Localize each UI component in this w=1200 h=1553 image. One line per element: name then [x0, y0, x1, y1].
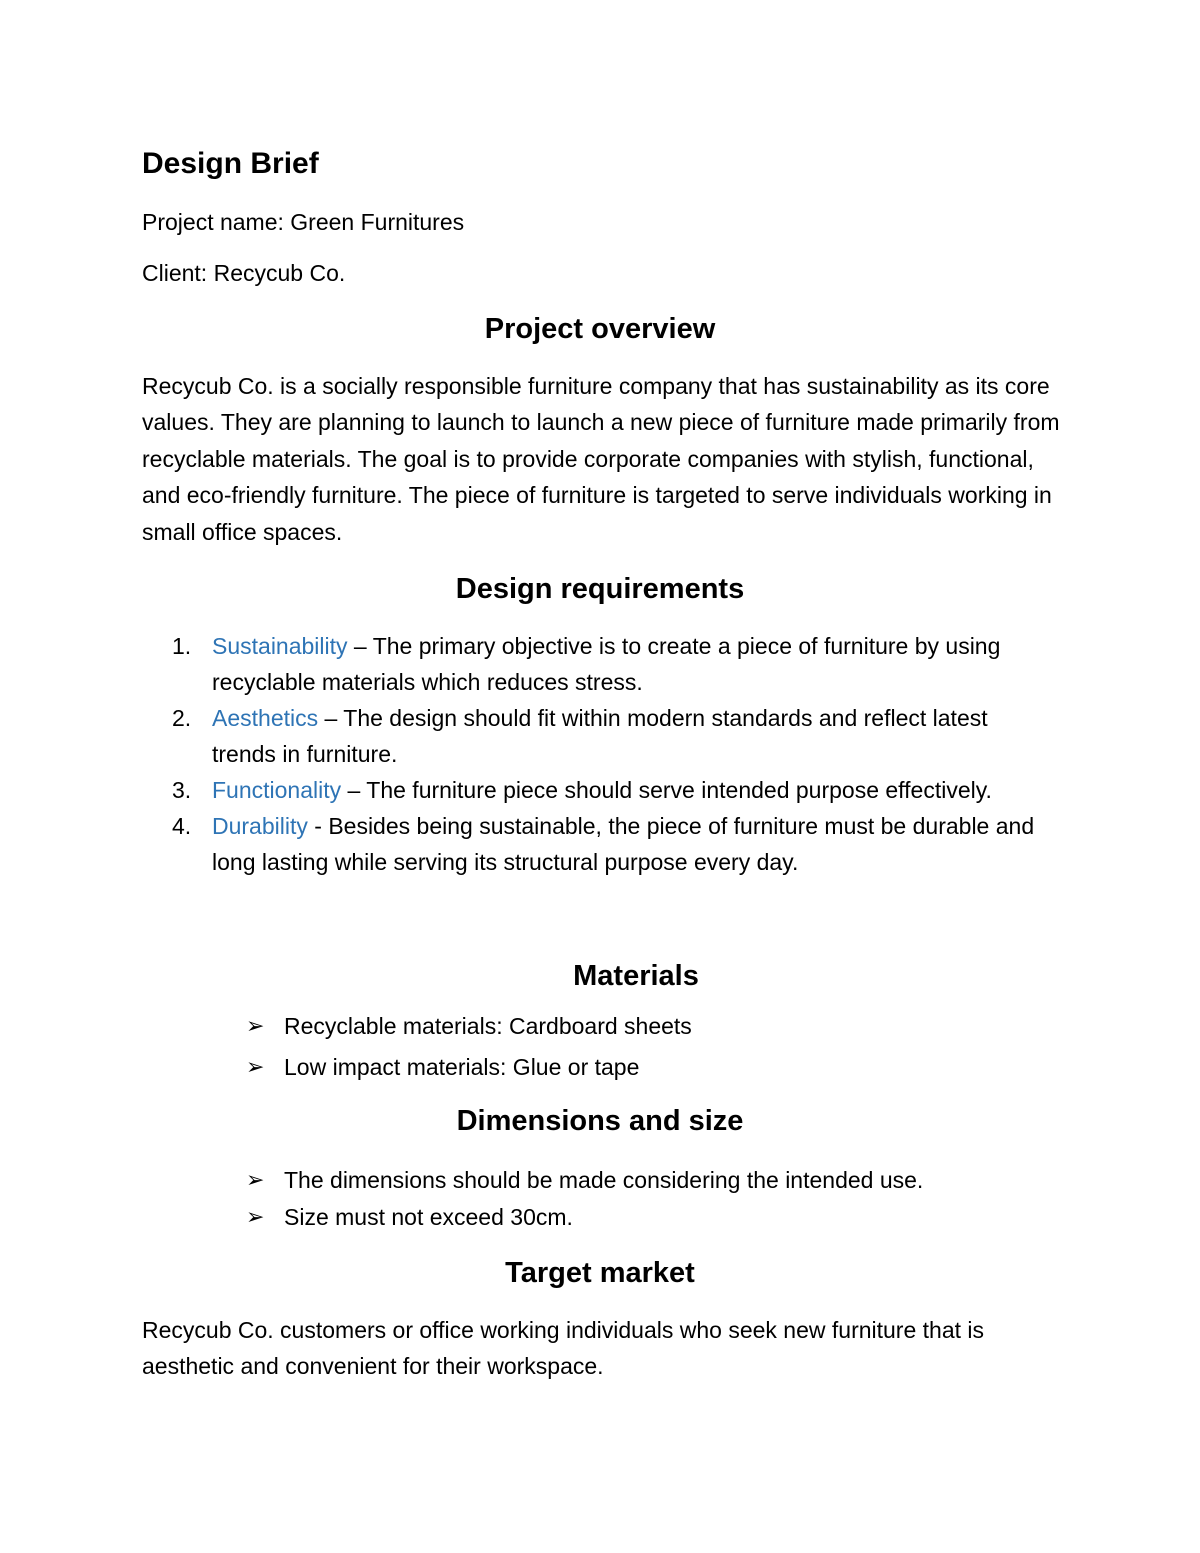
requirement-text: – The design should fit within modern standards and reflect latest trends in furniture. — [212, 705, 988, 767]
dimensions-list — [246, 1162, 923, 1236]
requirement-item — [172, 700, 1052, 772]
materials-heading: Materials — [573, 960, 699, 992]
dimensions-heading: Dimensions and size — [456, 1105, 744, 1137]
requirements-list — [172, 628, 1052, 880]
material-text: Recyclable materials: Cardboard sheets — [284, 1013, 692, 1039]
requirement-item — [172, 772, 1052, 808]
requirement-term: Functionality — [212, 777, 342, 803]
requirement-item — [172, 628, 1052, 700]
target-market-heading: Target market — [505, 1257, 695, 1289]
requirement-term: Sustainability — [212, 633, 348, 659]
materials-list — [246, 1006, 692, 1088]
requirement-text: - Besides being sustainable, the piece of furniture must be durable and long lasting while serving its structural purpose every day. — [212, 813, 1035, 875]
requirement-text: – The primary objective is to create a piece of furniture by using recyclable materials which reduces stress. — [212, 633, 1001, 695]
overview-paragraph: Recycub Co. is a socially responsible furniture company that has sustainability as its core values. They are planning to launch to launch a new piece of furniture made primarily from recyclable materials. The goal is to provide corporate companies with stylish, functional, and eco-friendly furniture. The piece of furniture is targeted to serve individuals working in small office spaces. — [142, 373, 1060, 545]
requirement-number: 2. — [172, 705, 192, 731]
arrowhead-bullet-icon: ➢ — [246, 1055, 265, 1080]
arrowhead-bullet-icon: ➢ — [246, 1014, 265, 1039]
requirements-heading: Design requirements — [455, 573, 745, 605]
requirement-number: 1. — [172, 633, 192, 659]
project-name-line: Project name: Green Furnitures — [142, 209, 465, 235]
dimension-text: The dimensions should be made considering the intended use. — [284, 1167, 924, 1193]
material-text: Low impact materials: Glue or tape — [284, 1054, 640, 1080]
requirement-text: – The furniture piece should serve intended purpose effectively. — [341, 777, 992, 803]
arrowhead-bullet-icon: ➢ — [246, 1205, 265, 1230]
document-title: Design Brief — [142, 147, 319, 180]
list-item — [246, 1006, 692, 1047]
dimension-text: Size must not exceed 30cm. — [284, 1204, 573, 1230]
requirement-term: Durability — [212, 813, 308, 839]
list-item — [246, 1199, 923, 1236]
requirement-number: 4. — [172, 813, 192, 839]
list-item — [246, 1162, 923, 1199]
overview-heading: Project overview — [484, 313, 716, 345]
client-line: Client: Recycub Co. — [142, 260, 346, 286]
arrowhead-bullet-icon: ➢ — [246, 1168, 265, 1193]
requirement-term: Aesthetics — [212, 705, 319, 731]
target-market-paragraph: Recycub Co. customers or office working individuals who seek new furniture that is aesthetic and convenient for their workspace. — [142, 1317, 985, 1380]
requirement-number: 3. — [172, 777, 192, 803]
list-item — [246, 1047, 692, 1088]
requirement-item — [172, 808, 1052, 880]
